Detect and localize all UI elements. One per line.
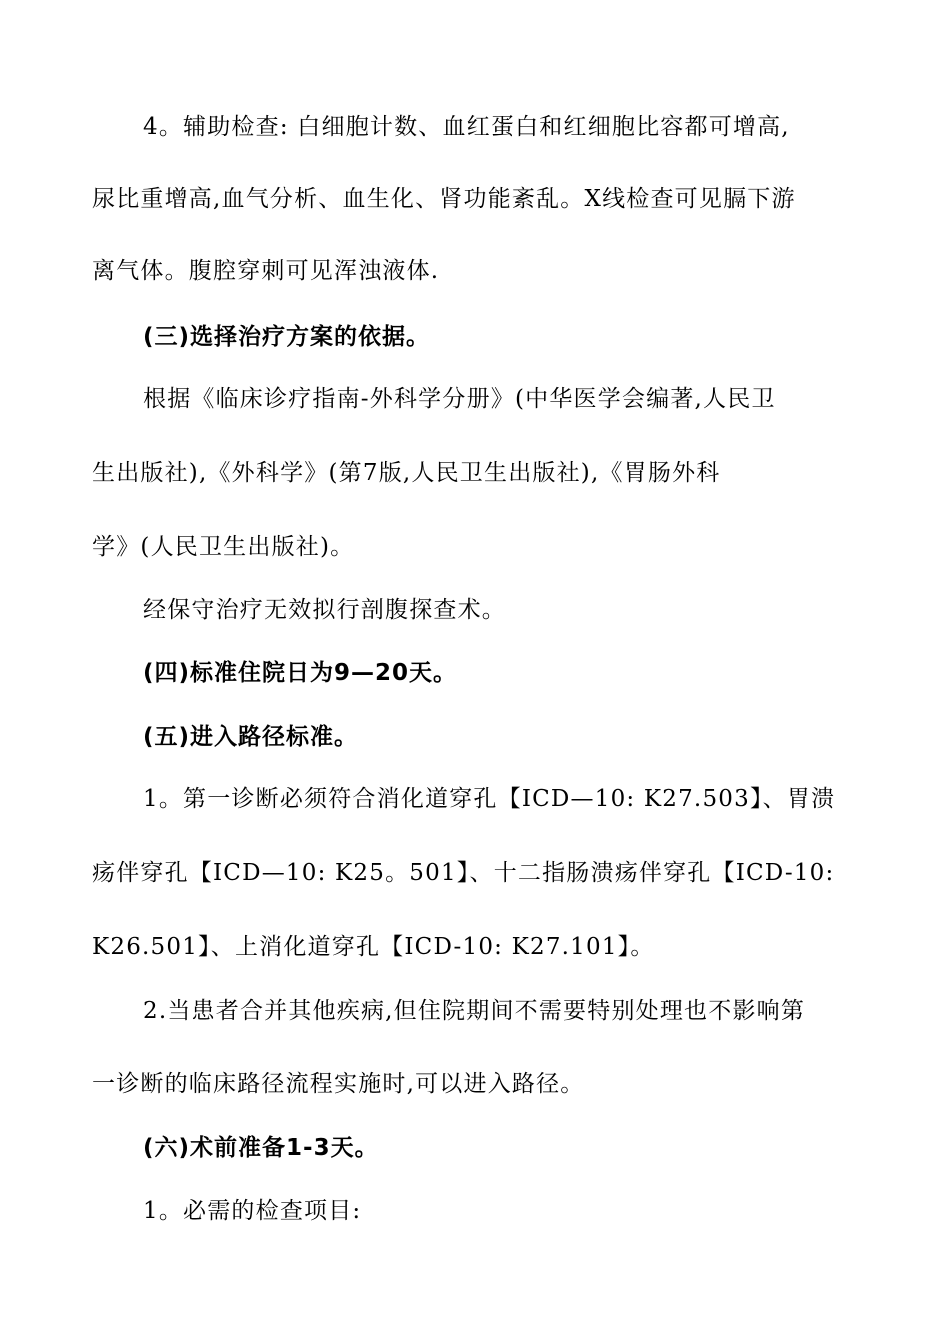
paragraph-criteria-1-line-3: K26.501】、上消化道穿孔【ICD-10: K27.101】。 (92, 934, 655, 960)
section-heading-4: (四)标准住院日为9—20天。 (143, 660, 458, 686)
paragraph-basis-line-3: 学》(人民卫生出版社)。 (92, 534, 355, 560)
section-heading-6: (六)术前准备1-3天。 (143, 1135, 379, 1161)
paragraph-auxiliary-exam-line-1: 4。辅助检查: 白细胞计数、血红蛋白和红细胞比容都可增高, (143, 114, 790, 140)
paragraph-basis-line-1: 根据《临床诊疗指南-外科学分册》(中华医学会编著,人民卫 (143, 386, 776, 412)
section-heading-5: (五)进入路径标准。 (143, 724, 359, 750)
paragraph-criteria-1-line-2: 疡伴穿孔【ICD—10: K25。501】、十二指肠溃疡伴穿孔【ICD-10: (92, 860, 835, 886)
paragraph-conservative-treatment: 经保守治疗无效拟行剖腹探查术。 (143, 597, 506, 623)
paragraph-basis-line-2: 生出版社),《外科学》(第7版,人民卫生出版社),《胃肠外科 (92, 460, 721, 486)
paragraph-required-exams: 1。必需的检查项目: (143, 1198, 362, 1224)
paragraph-auxiliary-exam-line-2: 尿比重增高,血气分析、血生化、肾功能紊乱。X线检查可见膈下游 (92, 186, 796, 212)
paragraph-auxiliary-exam-line-3: 离气体。腹腔穿刺可见浑浊液体. (92, 258, 440, 284)
paragraph-criteria-2-line-2: 一诊断的临床路径流程实施时,可以进入路径。 (92, 1071, 585, 1097)
paragraph-criteria-1-line-1: 1。第一诊断必须符合消化道穿孔【ICD—10: K27.503】、胃溃 (143, 786, 836, 812)
paragraph-criteria-2-line-1: 2.当患者合并其他疾病,但住院期间不需要特别处理也不影响第 (143, 998, 806, 1024)
section-heading-3: (三)选择治疗方案的依据。 (143, 324, 431, 350)
